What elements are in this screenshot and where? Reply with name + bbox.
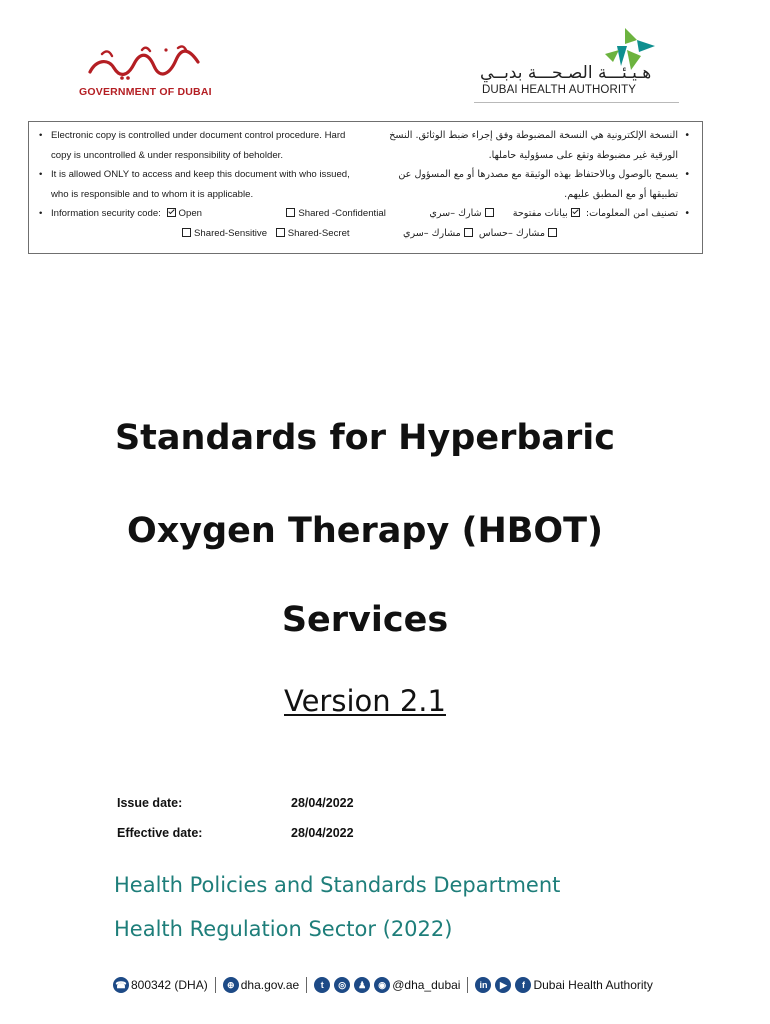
instagram-icon[interactable]: ◎ <box>334 977 350 993</box>
notice-text: copy is uncontrolled & under responsibility of beholder. <box>51 149 283 161</box>
notice-text: who is responsible and to whom it is applicable. <box>51 188 254 200</box>
dha-arabic-name: هـيـئـــة الصـحـــة بدبــي <box>480 63 652 83</box>
notice-english <box>39 126 394 244</box>
government-of-dubai-logo <box>82 42 202 82</box>
location-icon[interactable]: ◉ <box>374 977 390 993</box>
effective-date-label: Effective date: <box>117 826 203 840</box>
notice-item-access <box>39 165 394 204</box>
footer-separator <box>215 977 216 993</box>
snapchat-icon[interactable]: ♟ <box>354 977 370 993</box>
footer-website-link[interactable]: dha.gov.ae <box>240 978 300 992</box>
option-shared-secret: Shared-Secret <box>287 227 350 239</box>
checkbox-shared-secret-ar[interactable] <box>485 208 494 217</box>
issue-date-value: 28/04/2022 <box>291 796 354 810</box>
bullet: • <box>684 130 690 141</box>
notice-text-ar: النسخة الإلكترونية هي النسخة المضبوطة وفق إجراء ضبط الوثائق. النسخ <box>389 130 678 141</box>
footer-organization-name[interactable]: Dubai Health Authority <box>533 978 653 992</box>
checkbox-shared-sensitive-ar[interactable] <box>548 228 557 237</box>
bullet: • <box>684 208 690 220</box>
option-shared-sensitive: Shared-Sensitive <box>194 227 268 239</box>
document-title-line-2: Oxygen Therapy (HBOT) <box>126 511 604 551</box>
bullet: • <box>39 208 43 220</box>
document-title-line-3: Services <box>281 600 449 640</box>
notice-text: Electronic copy is controlled under document control procedure. Hard <box>51 130 346 141</box>
youtube-icon[interactable]: ▶ <box>495 977 511 993</box>
notice-item-access-ar <box>385 165 690 204</box>
document-title-line-1: Standards for Hyperbaric <box>114 418 616 458</box>
notice-text-ar: تطبيقها أو مع المطبق عليهم. <box>564 188 678 200</box>
notice-text-ar: يسمح بالوصول وبالاحتفاظ بهذه الوثيقة مع مصدرها أو مع المسؤول عن <box>398 169 678 181</box>
government-caption: GOVERNMENT OF DUBAI <box>79 86 212 98</box>
notice-item-electronic-copy <box>39 126 394 165</box>
notice-arabic <box>385 126 690 244</box>
option-shared-confidential: Shared -Confidential <box>298 208 386 220</box>
checkbox-shared-secret2-ar[interactable] <box>464 228 473 237</box>
notice-text-ar: الورقية غير مضبوطة وتقع على مسؤولية حاملها. <box>488 149 678 161</box>
sector-name: Health Regulation Sector (2022) <box>114 917 453 941</box>
notice-item-security-code-ar <box>385 204 690 243</box>
footer-separator <box>306 977 307 993</box>
linkedin-icon[interactable]: in <box>475 977 491 993</box>
bullet: • <box>39 130 43 141</box>
document-control-notice <box>28 121 703 254</box>
checkbox-shared-sensitive[interactable] <box>182 228 191 237</box>
checkbox-open-checked[interactable] <box>167 208 176 217</box>
document-version: Version 2.1 <box>284 684 446 718</box>
security-code-label-ar: تصنيف امن المعلومات: <box>585 208 678 220</box>
checkbox-shared-secret[interactable] <box>276 228 285 237</box>
globe-icon: ⊕ <box>223 977 239 993</box>
twitter-icon[interactable]: t <box>314 977 330 993</box>
effective-date-value: 28/04/2022 <box>291 826 354 840</box>
phone-icon: ☎ <box>113 977 129 993</box>
checkbox-shared-confidential[interactable] <box>286 208 295 217</box>
footer-separator <box>467 977 468 993</box>
facebook-icon[interactable]: f <box>515 977 531 993</box>
contact-footer <box>113 974 653 996</box>
option-shared-sensitive-ar: مشارك –حساس <box>478 227 545 239</box>
dha-caption: DUBAI HEALTH AUTHORITY <box>482 84 637 96</box>
checkbox-open-ar-checked[interactable] <box>571 208 580 217</box>
notice-item-electronic-copy-ar <box>385 126 690 165</box>
option-shared-secret-ar: شارك –سري <box>429 208 482 220</box>
notice-text: It is allowed ONLY to access and keep this document with who issued, <box>51 169 350 181</box>
bullet: • <box>39 169 43 181</box>
footer-phone[interactable]: 800342 (DHA) <box>131 978 208 992</box>
option-open: Open <box>178 208 203 220</box>
department-name: Health Policies and Standards Department <box>114 873 561 897</box>
header-divider <box>474 102 679 103</box>
bullet: • <box>684 169 690 181</box>
issue-date-label: Issue date: <box>117 796 183 810</box>
footer-social-handle[interactable]: @dha_dubai <box>392 978 461 992</box>
option-shared-secret2-ar: مشارك –سري <box>402 227 461 239</box>
security-code-label: Information security code: <box>51 208 161 220</box>
option-open-ar: بيانات مفتوحة <box>512 208 568 220</box>
notice-item-security-code <box>39 204 394 243</box>
